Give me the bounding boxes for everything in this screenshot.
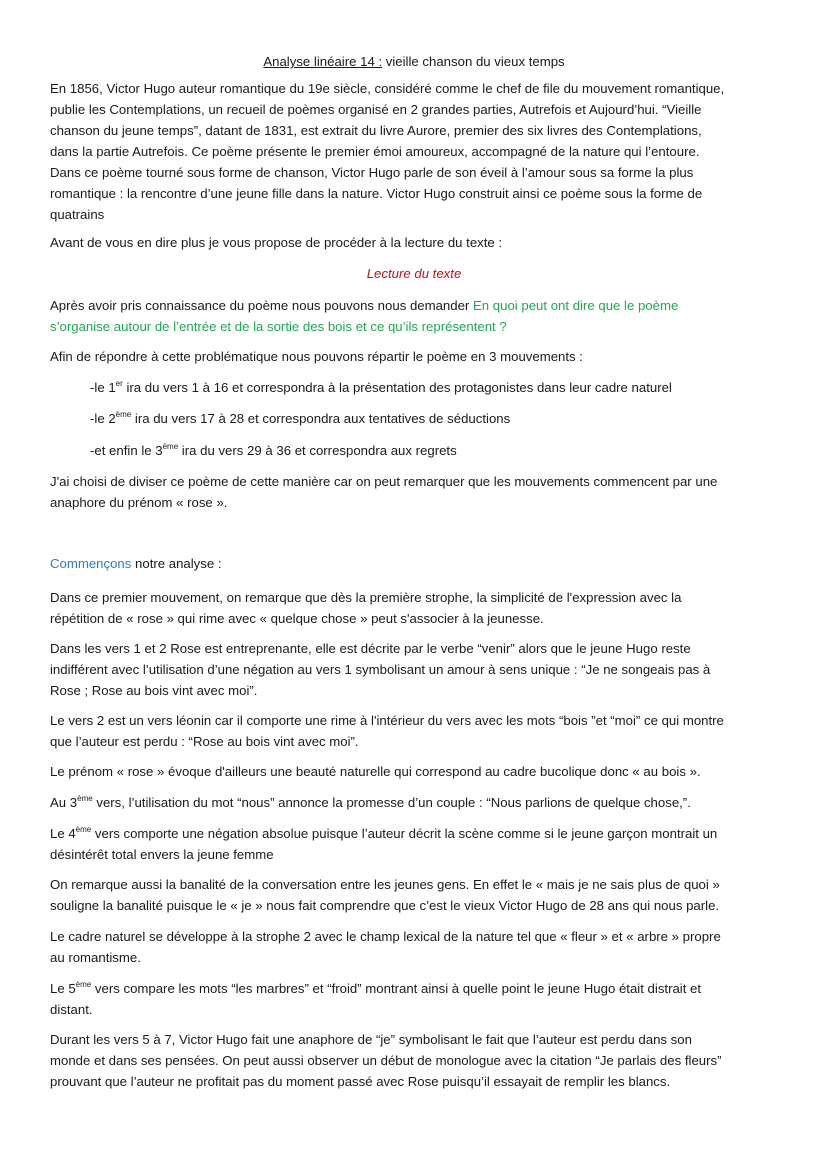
analysis-paragraph <box>50 978 701 1020</box>
line: que l’auteur est perdu : “Rose au bois vint avec moi”. <box>50 734 359 749</box>
text: -le 2 <box>90 411 116 426</box>
superscript: ème <box>75 825 92 834</box>
mouvement-item <box>90 440 457 461</box>
problematique-paragraph <box>50 295 678 337</box>
superscript: ème <box>115 410 132 419</box>
text: vers comporte une négation absolue puisque l’auteur décrit la scène comme si le jeune garçon montrait un <box>91 826 718 841</box>
problematique-text: En quoi peut ont dire que le poème <box>473 298 679 313</box>
line: Le vers 2 est un vers léonin car il comporte une rime à l'intérieur du vers avec les mots “bois ”et “moi” ce qui montre <box>50 713 724 728</box>
commencons-heading <box>50 553 222 574</box>
text: -et enfin le 3 <box>90 443 163 458</box>
title-label: Analyse linéaire 14 : <box>263 54 383 69</box>
line: distant. <box>50 1002 93 1017</box>
line <box>50 823 717 844</box>
line <box>50 295 678 316</box>
line: Le cadre naturel se développe à la strophe 2 avec le champ lexical de la nature tel que « fleur » et « arbre » propre <box>50 929 721 944</box>
mouvement-item <box>90 377 672 398</box>
line: désintérêt total envers la jeune femme <box>50 847 274 862</box>
text: Le 4 <box>50 826 76 841</box>
text: vers, l’utilisation du mot “nous” annonce la promesse d’un couple : “Nous parlions de quelque chose,”. <box>92 795 691 810</box>
line: Durant les vers 5 à 7, Victor Hugo fait une anaphore de “je” symbolisant le fait que l’auteur est perdu dans son <box>50 1032 692 1047</box>
text: Le 5 <box>50 981 76 996</box>
line: Rose ; Rose au bois vint avec moi”. <box>50 683 258 698</box>
line <box>50 978 701 999</box>
line: romantique : la rencontre d’une jeune fille dans la nature. Victor Hugo construit ainsi ce poème sous la forme de <box>50 186 703 201</box>
analysis-paragraph <box>50 823 717 865</box>
line: souligne la banalité puisque le « je » nous fait comprendre que c’est le vieux Victor Hugo de 28 ans qui nous parle. <box>50 898 720 913</box>
analysis-paragraph <box>50 792 691 813</box>
title-text: vieille chanson du vieux temps <box>382 54 565 69</box>
line: répétition de « rose » qui rime avec « quelque chose » peut s'associer à la jeunesse. <box>50 611 544 626</box>
line: Dans ce poème tourné sous forme de chanson, Victor Hugo parle de son éveil à l’amour sous sa forme la plus <box>50 165 694 180</box>
intro-paragraph <box>50 78 724 225</box>
lecture-heading: Lecture du texte <box>366 266 462 281</box>
text: ira du vers 17 à 28 et correspondra aux tentatives de séductions <box>131 411 511 426</box>
text: notre analyse : <box>131 556 222 571</box>
line: quatrains <box>50 207 105 222</box>
line: dans la partie Autrefois. Ce poème présente le premier émoi amoureux, accompagné de la nature qui l’entoure. <box>50 144 700 159</box>
intro-text: Après avoir pris connaissance du poème nous pouvons nous demander <box>50 298 473 313</box>
line: J'ai choisi de diviser ce poème de cette manière car on peut remarquer que les mouvements commencent par une <box>50 474 718 489</box>
line: En 1856, Victor Hugo auteur romantique du 19e siècle, considéré comme le chef de file du mouvement romantique, <box>50 81 725 96</box>
commencons-word: Commençons <box>50 556 132 571</box>
analysis-paragraph <box>50 926 721 968</box>
superscript: er <box>115 379 123 388</box>
text: Au 3 <box>50 795 78 810</box>
analysis-paragraph: Le prénom « rose » évoque d'ailleurs une beauté naturelle qui correspond au cadre bucolique donc « au bois ». <box>50 764 701 779</box>
line: publie les Contemplations, un recueil de poèmes organisé en 2 grandes parties, Autrefois et Aujourd’hui. “Vieille <box>50 102 702 117</box>
line: chanson du jeune temps”, datant de 1831, est extrait du livre Aurore, premier des six livres des Contemplations, <box>50 123 702 138</box>
line: On remarque aussi la banalité de la conversation entre les jeunes gens. En effet le « mais je ne sais plus de quoi » <box>50 877 720 892</box>
superscript: ème <box>162 442 179 451</box>
line: Dans ce premier mouvement, on remarque que dès la première strophe, la simplicité de l'expression avec la <box>50 590 682 605</box>
line: Dans les vers 1 et 2 Rose est entreprenante, elle est décrite par le verbe “venir” alors que le jeune Hugo reste <box>50 641 691 656</box>
analysis-paragraph <box>50 710 724 752</box>
text: -le 1 <box>90 380 116 395</box>
analysis-paragraph <box>50 874 720 916</box>
text: ira du vers 1 à 16 et correspondra à la présentation des protagonistes dans leur cadre naturel <box>122 380 672 395</box>
document-title <box>0 51 828 72</box>
analysis-paragraph <box>50 638 710 701</box>
line: anaphore du prénom « rose ». <box>50 495 228 510</box>
line: indifférent avec l’utilisation d’une négation au vers 1 symbolisant un amour à sens unique : “Je ne songeais pas à <box>50 662 711 677</box>
mouvement-item <box>90 408 510 429</box>
line: au romantisme. <box>50 950 141 965</box>
afin-paragraph: Afin de répondre à cette problématique nous pouvons répartir le poème en 3 mouvements : <box>50 349 583 364</box>
superscript: ème <box>75 980 92 989</box>
line: monde et dans ses pensées. On peut aussi observer un début de monologue avec la citation “Je parlais des fleurs” <box>50 1053 722 1068</box>
choisi-paragraph <box>50 471 717 513</box>
analysis-paragraph <box>50 587 681 629</box>
problematique-text: s’organise autour de l’entrée et de la sortie des bois et ce qu’ils représentent ? <box>50 319 507 334</box>
avant-paragraph: Avant de vous en dire plus je vous propose de procéder à la lecture du texte : <box>50 235 503 250</box>
text: vers compare les mots “les marbres” et “froid” montrant ainsi à quelle point le jeune Hugo était distrait et <box>91 981 702 996</box>
analysis-paragraph <box>50 1029 722 1092</box>
line: prouvant que l’auteur ne profitait pas du moment passé avec Rose puisqu’il essayait de remplir les blancs. <box>50 1074 671 1089</box>
text: ira du vers 29 à 36 et correspondra aux regrets <box>178 443 457 458</box>
superscript: ème <box>77 794 93 803</box>
